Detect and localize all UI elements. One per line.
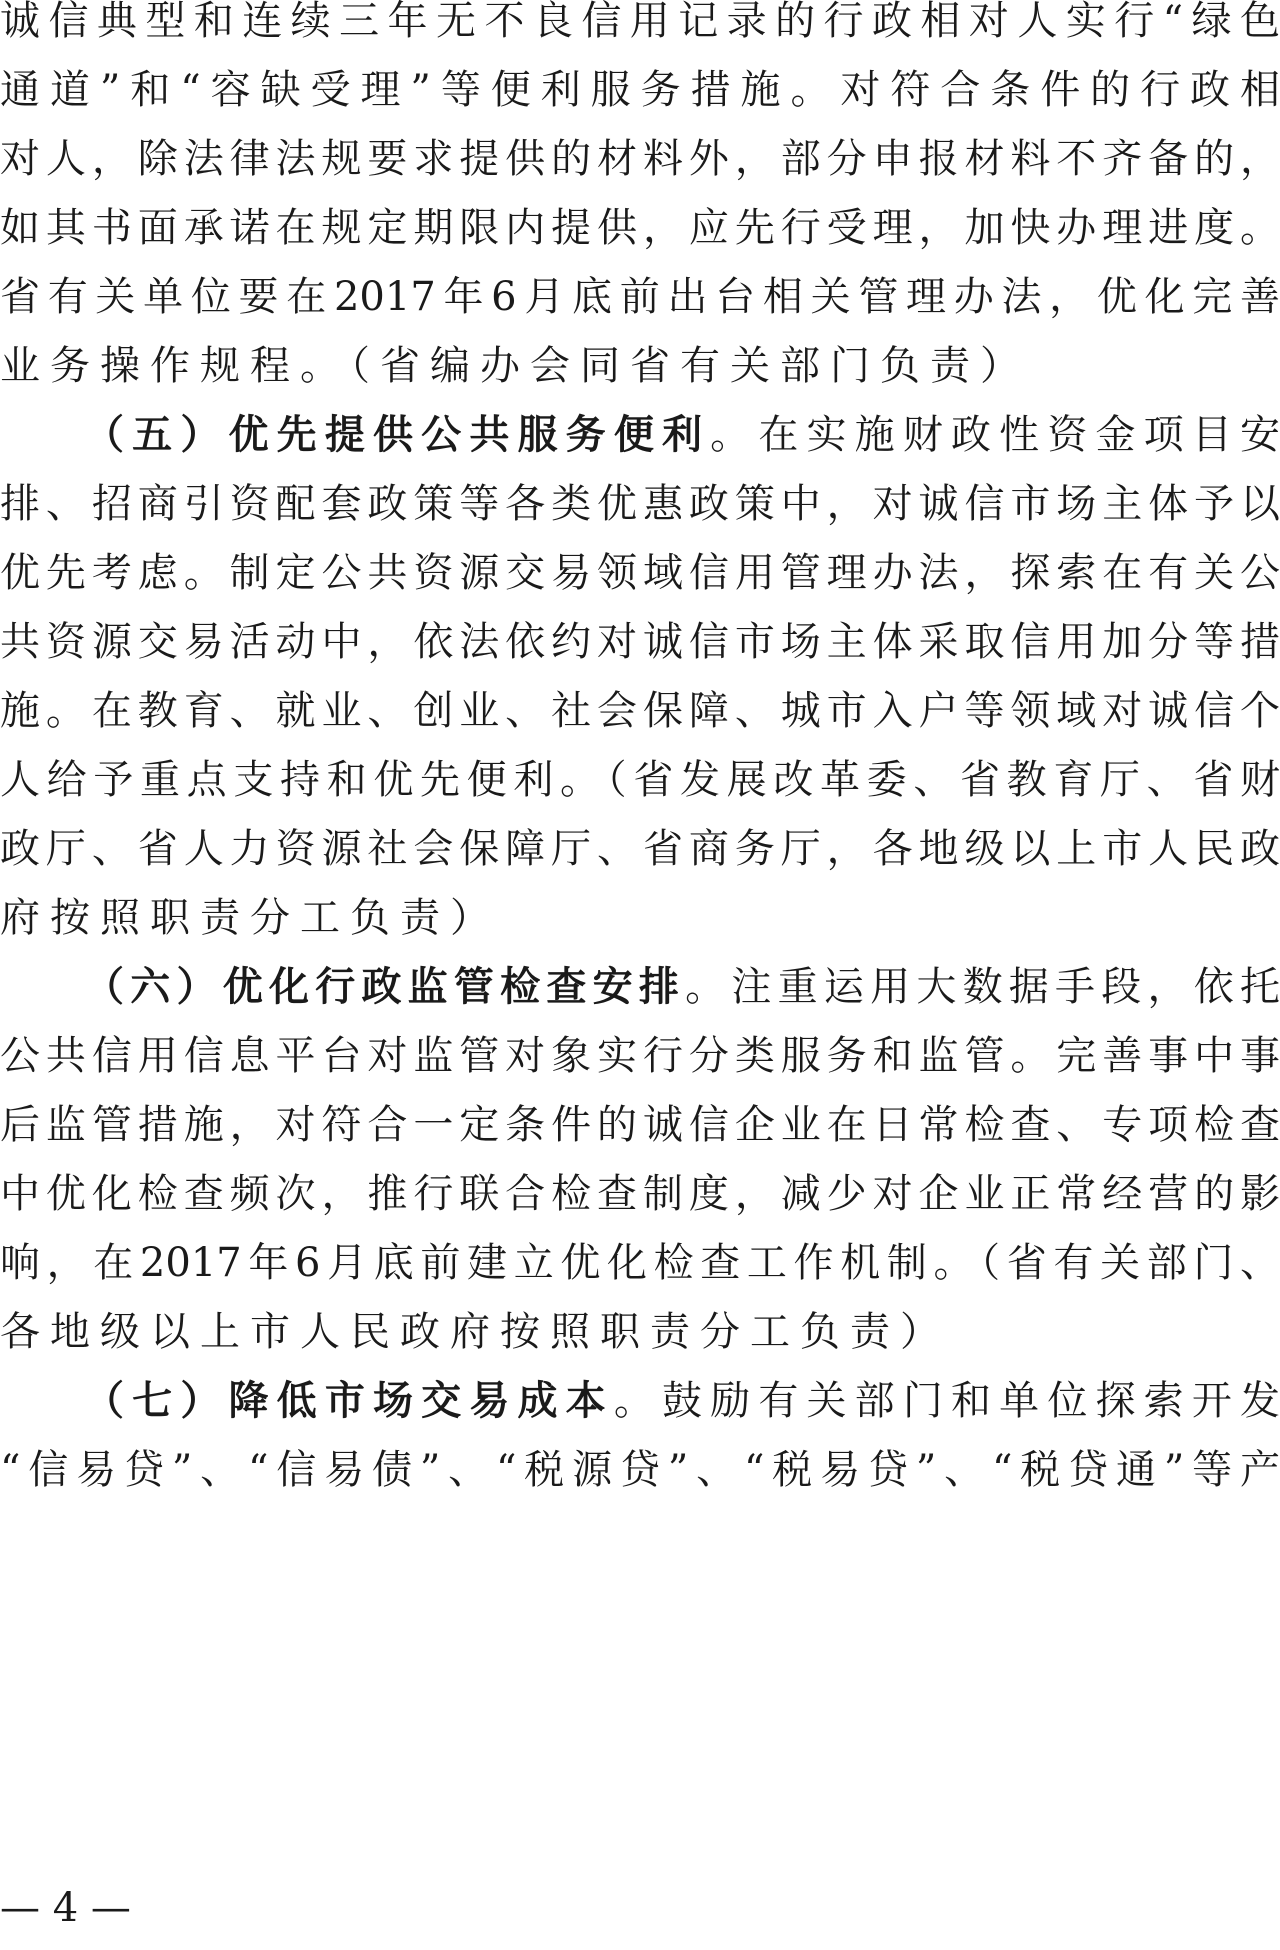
text-line: 中优化检查频次，推行联合检查制度，减少对企业正常经营的影 bbox=[0, 1171, 1280, 1217]
text-line: 后监管措施，对符合一定条件的诚信企业在日常检查、专项检查 bbox=[0, 1102, 1280, 1148]
text-line: 人给予重点支持和优先便利。（省发展改革委、省教育厅、省财 bbox=[0, 757, 1280, 803]
page-number: — 4 — bbox=[0, 1885, 131, 1931]
section-five-text: 。在实施财政性资金项目安 bbox=[710, 412, 1280, 458]
text-line: 排、招商引资配套政策等各类优惠政策中，对诚信市场主体予以 bbox=[0, 481, 1280, 527]
section-seven-heading: （七）降低市场交易成本 bbox=[84, 1377, 614, 1424]
section-five-heading: （五）优先提供公共服务便利 bbox=[84, 411, 711, 458]
text-line: “信易贷”、“信易债”、“税源贷”、“税易贷”、“税贷通”等产 bbox=[0, 1447, 1280, 1493]
text-line: 诚信典型和连续三年无不良信用记录的行政相对人实行“绿色 bbox=[0, 0, 1280, 44]
section-seven-text: 。鼓励有关部门和单位探索开发 bbox=[613, 1378, 1280, 1424]
section-six-text: 。注重运用大数据手段，依托 bbox=[685, 964, 1280, 1010]
text-line: 通道”和“容缺受理”等便利服务措施。对符合条件的行政相 bbox=[0, 67, 1280, 113]
text-line: 政厅、省人力资源社会保障厅、省商务厅，各地级以上市人民政 bbox=[0, 826, 1280, 872]
text-line: 响，在2017年6月底前建立优化检查工作机制。（省有关部门、 bbox=[0, 1240, 1280, 1286]
section-six-heading: （六）优化行政监管检查安排 bbox=[84, 963, 686, 1010]
text-line: 业务操作规程。（省编办会同省有关部门负责） bbox=[0, 343, 1030, 389]
text-line: 府按照职责分工负责） bbox=[0, 895, 500, 941]
text-line: 施。在教育、就业、创业、社会保障、城市入户等领域对诚信个 bbox=[0, 688, 1280, 734]
text-line: 省有关单位要在2017年6月底前出台相关管理办法，优化完善 bbox=[0, 274, 1280, 320]
text-line: 对人，除法律法规要求提供的材料外，部分申报材料不齐备的， bbox=[0, 136, 1280, 182]
text-line: 共资源交易活动中，依法依约对诚信市场主体采取信用加分等措 bbox=[0, 619, 1280, 665]
text-line: 各地级以上市人民政府按照职责分工负责） bbox=[0, 1309, 950, 1355]
text-line: 如其书面承诺在规定期限内提供，应先行受理，加快办理进度。 bbox=[0, 205, 1280, 251]
text-line: 公共信用信息平台对监管对象实行分类服务和监管。完善事中事 bbox=[0, 1033, 1280, 1079]
text-line: 优先考虑。制定公共资源交易领域信用管理办法，探索在有关公 bbox=[0, 550, 1280, 596]
